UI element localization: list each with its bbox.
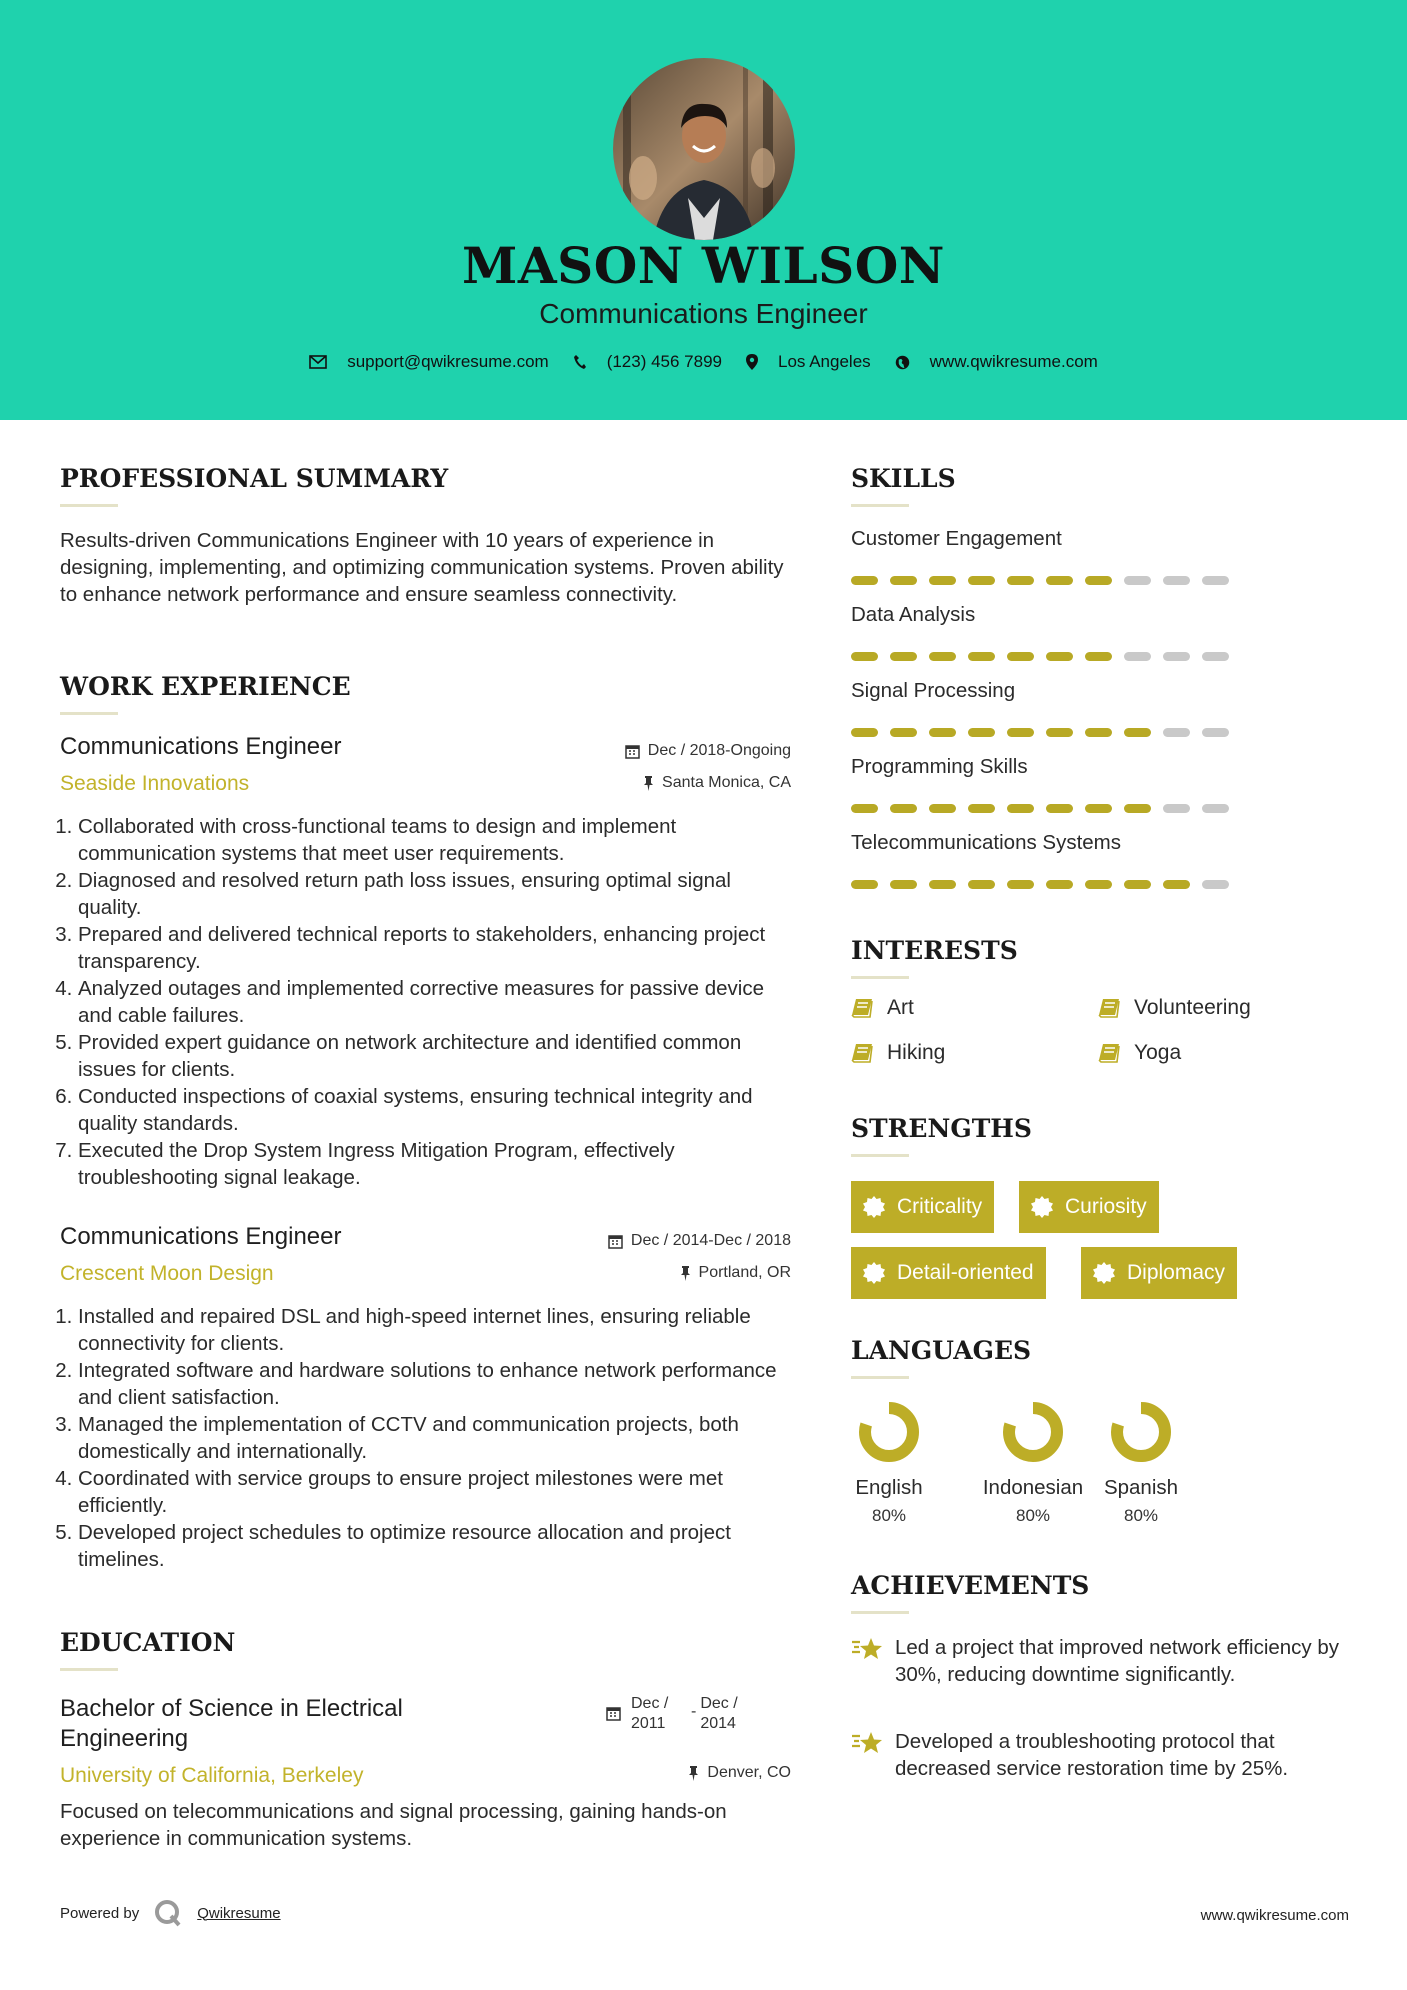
list-item: 7. Executed the Drop System Ingress Mitigation Program, effectively troubleshooting signal leakage. [78,1137,800,1191]
job-dates [540,1232,791,1250]
language-name: English [855,1476,923,1499]
skill-rating [851,880,1241,889]
book-icon [1098,998,1120,1018]
skill-dot-filled [1046,728,1073,737]
contact-bar [0,352,1407,372]
skill-dot-empty [1163,804,1190,813]
list-item: 1. Collaborated with cross-functional teams to design and implement communication systems that meet user requirements. [78,813,800,867]
job-company: Seaside Innovations [60,772,250,795]
skill-dot-filled [968,652,995,661]
achievement-item [851,1634,1351,1688]
language-gauge-arc [1009,1408,1057,1456]
achievements-heading: ACHIEVEMENTS [851,1571,1090,1600]
summary-underline [60,504,118,507]
candidate-name: MASON WILSON [462,236,945,295]
skill-dot-filled [968,804,995,813]
language-name: Indonesian [982,1476,1084,1499]
contact-website[interactable] [895,352,1098,372]
interest-item [851,996,914,1020]
skill-dot-empty [1202,804,1229,813]
skill-dot-filled [1007,804,1034,813]
skill-rating [851,804,1241,813]
strength-chip [1081,1247,1237,1299]
list-item: 2. Diagnosed and resolved return path loss issues, ensuring optimal signal quality. [78,867,800,921]
summary-heading: PROFESSIONAL SUMMARY [60,464,449,493]
skill-dot-filled [851,652,878,661]
skill-dot-filled [1046,804,1073,813]
education-heading: EDUCATION [60,1628,236,1657]
job-dates-text: Dec / 2014-Dec / 2018 [630,1232,791,1249]
skill-dot-filled [1085,880,1112,889]
skill-dot-empty [1163,576,1190,585]
skill-dot-filled [1163,880,1190,889]
language-percent: 80% [1123,1506,1159,1525]
interest-item [1098,996,1251,1020]
skill-dot-filled [1007,576,1034,585]
strength-label: Criticality [897,1195,983,1218]
badge-icon [1031,1196,1053,1218]
calendar-icon [608,1234,623,1249]
badge-icon [863,1262,885,1284]
book-icon [851,1043,873,1063]
job-title: Communications Engineer [60,1223,342,1250]
interests-heading: INTERESTS [851,936,1018,965]
job-title: Communications Engineer [60,733,342,760]
skill-dot-filled [968,576,995,585]
footer-website[interactable]: www.qwikresume.com [1200,1907,1349,1924]
skill-label: Customer Engagement [851,527,1062,550]
skill-dot-filled [1007,652,1034,661]
achievements-underline [851,1611,909,1614]
skill-dot-filled [1124,804,1151,813]
languages-heading: LANGUAGES [851,1336,1032,1365]
language-gauge [1001,1400,1065,1464]
list-item: 2. Integrated software and hardware solutions to enhance network performance and client satisfaction. [78,1357,800,1411]
book-icon [851,998,873,1018]
language-gauge [1109,1400,1173,1464]
strengths-underline [851,1154,909,1157]
interest-label: Hiking [887,1041,946,1064]
phone-icon [573,354,587,370]
interest-label: Volunteering [1134,996,1251,1019]
job-location [560,774,791,792]
globe-icon [895,355,910,370]
education-underline [60,1668,118,1671]
language-name: Spanish [1103,1476,1179,1499]
skill-rating [851,576,1241,585]
brand-link[interactable]: Qwikresume [197,1904,281,1922]
strength-chip [1019,1181,1159,1233]
skill-dot-filled [929,652,956,661]
skill-dot-filled [1124,728,1151,737]
job-location-text: Portland, OR [698,1264,791,1281]
language-item [973,1400,1093,1526]
skill-dot-filled [1007,880,1034,889]
job-duties [60,1303,800,1573]
contact-phone[interactable] [573,352,722,372]
list-item: 4. Analyzed outages and implemented corrective measures for passive device and cable failures. [78,975,800,1029]
strength-label: Diplomacy [1127,1261,1226,1284]
skill-dot-filled [1085,728,1112,737]
list-item: 3. Managed the implementation of CCTV and communication projects, both domestically and internationally. [78,1411,800,1465]
website-text[interactable]: www.qwikresume.com [929,352,1098,371]
pin-icon [643,776,654,791]
language-item [829,1400,949,1526]
language-percent: 80% [1015,1506,1051,1525]
languages-underline [851,1376,909,1379]
skill-dot-filled [851,804,878,813]
job-location [560,1264,791,1282]
pin-icon [688,1766,699,1781]
strengths-heading: STRENGTHS [851,1114,1032,1143]
job-company: Crescent Moon Design [60,1262,274,1285]
qwikresume-logo-icon [153,1898,183,1928]
badge-icon [1093,1262,1115,1284]
strength-chip [851,1181,994,1233]
skill-dot-filled [890,728,917,737]
skill-dot-empty [1124,576,1151,585]
achievement-text: Led a project that improved network efficiency by 30%, reducing downtime significantly. [895,1636,1340,1686]
language-gauge-arc [1117,1408,1165,1456]
interest-label: Yoga [1134,1041,1182,1064]
education-end: Dec / 2014 [700,1695,738,1732]
interest-item [1098,1041,1181,1065]
calendar-icon [606,1706,621,1721]
skill-dot-filled [1046,880,1073,889]
star-icon [851,1730,885,1756]
skill-dot-filled [1046,652,1073,661]
job-dates-text: Dec / 2018-Ongoing [647,742,791,759]
list-item: 5. Developed project schedules to optimize resource allocation and project timelines. [78,1519,800,1573]
education-dates [606,1694,750,1734]
skill-dot-empty [1202,880,1229,889]
school-name: University of California, Berkeley [60,1764,364,1787]
skill-dot-empty [1202,576,1229,585]
job-location-text: Santa Monica, CA [662,774,791,791]
footer-powered-by [60,1898,281,1928]
skill-dot-filled [890,652,917,661]
skill-dot-empty [1124,652,1151,661]
skill-dot-filled [1085,652,1112,661]
skill-label: Telecommunications Systems [851,831,1122,854]
language-percent: 80% [871,1506,907,1525]
skill-dot-filled [890,804,917,813]
strength-label: Curiosity [1065,1195,1147,1218]
list-item: 1. Installed and repaired DSL and high-speed internet lines, ensuring reliable connectivity for clients. [78,1303,800,1357]
powered-by-label: Powered by [60,1904,140,1922]
skill-label: Signal Processing [851,679,1016,702]
envelope-icon [309,355,327,369]
experience-heading: WORK EXPERIENCE [60,672,351,701]
job-dates [560,742,791,760]
skill-dot-filled [929,804,956,813]
education-description: Focused on telecommunications and signal processing, gaining hands-on experience in communication systems. [60,1800,727,1850]
interests-underline [851,976,909,979]
achievement-item [851,1728,1351,1782]
skill-dot-filled [851,576,878,585]
map-pin-icon [746,354,758,370]
profile-photo [613,58,795,240]
interest-label: Art [887,996,914,1019]
strength-chip [851,1247,1046,1299]
skill-rating [851,652,1241,661]
skill-dot-filled [1007,728,1034,737]
job-duties [60,813,800,1191]
summary-text: Results-driven Communications Engineer with 10 years of experience in designing, implementing, and optimizing communication systems. Proven ability to enhance network performance and ensure seamless connectivity. [60,529,784,606]
skill-label: Data Analysis [851,603,976,626]
list-item: 3. Prepared and delivered technical reports to stakeholders, enhancing project transparency. [78,921,800,975]
list-item: 6. Conducted inspections of coaxial systems, ensuring technical integrity and quality standards. [78,1083,800,1137]
badge-icon [863,1196,885,1218]
degree-title: Bachelor of Science in Electrical Engineering [60,1695,403,1752]
skill-dot-filled [968,728,995,737]
education-location [560,1764,791,1782]
list-item: 5. Provided expert guidance on network architecture and identified common issues for clients. [78,1029,800,1083]
language-gauge-arc [865,1408,913,1456]
contact-location [746,352,871,372]
skill-dot-filled [1124,880,1151,889]
skill-dot-filled [851,728,878,737]
date-separator: - [691,1703,697,1720]
skill-dot-filled [890,880,917,889]
star-icon [851,1636,885,1662]
skill-dot-filled [1046,576,1073,585]
book-icon [1098,1043,1120,1063]
skill-dot-filled [929,728,956,737]
language-item [1081,1400,1201,1526]
skill-dot-filled [890,576,917,585]
skills-underline [851,504,909,507]
skill-dot-empty [1163,652,1190,661]
interest-item [851,1041,945,1065]
skill-dot-filled [929,880,956,889]
calendar-icon [625,744,640,759]
skills-heading: SKILLS [851,464,956,493]
skill-rating [851,728,1241,737]
phone-text[interactable]: (123) 456 7899 [606,352,723,371]
education-start: Dec / 2011 [631,1695,669,1732]
skill-dot-filled [929,576,956,585]
skill-dot-empty [1202,728,1229,737]
skill-dot-filled [1085,576,1112,585]
list-item: 4. Coordinated with service groups to ensure project milestones were met efficiently. [78,1465,800,1519]
education-location-text: Denver, CO [707,1764,791,1781]
skill-label: Programming Skills [851,755,1028,778]
resume-header [0,0,1407,420]
skill-dot-filled [968,880,995,889]
contact-email[interactable] [309,352,549,372]
language-gauge [857,1400,921,1464]
pin-icon [680,1266,691,1281]
location-text: Los Angeles [778,352,871,371]
candidate-title: Communications Engineer [539,298,868,329]
skill-dot-empty [1163,728,1190,737]
email-text[interactable]: support@qwikresume.com [347,352,549,371]
skill-dot-filled [851,880,878,889]
experience-underline [60,712,118,715]
skill-dot-empty [1202,652,1229,661]
achievement-text: Developed a troubleshooting protocol that decreased service restoration time by 25%. [895,1730,1289,1780]
strength-label: Detail-oriented [897,1261,1034,1284]
skill-dot-filled [1085,804,1112,813]
